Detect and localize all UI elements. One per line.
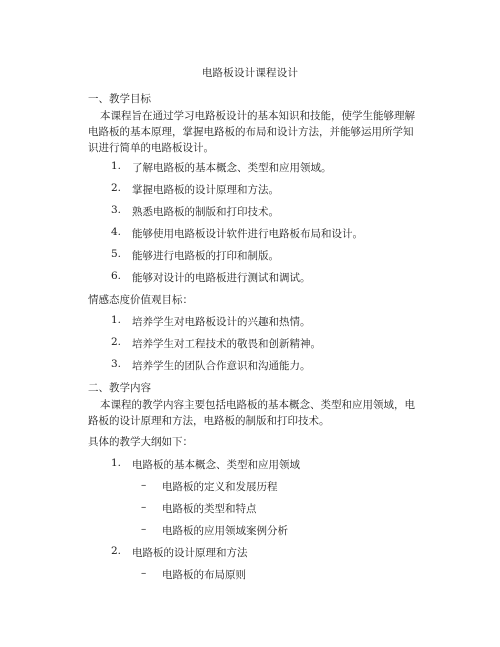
section1-intro: 本课程旨在通过学习电路板设计的基本知识和技能，使学生能够理解电路板的基本原理，掌握电路板的布局和设计方法，并能够运用所学知识进行简单的电路板设计。 [88, 110, 415, 154]
sub-list-text: 电路板的应用领域案例分析 [162, 525, 288, 537]
list-number: 6. [111, 270, 122, 282]
attitude-heading: 情感态度价值观目标： [88, 294, 193, 306]
list-number: 3. [111, 204, 122, 216]
sub-list-text: 电路板的布局原则 [162, 569, 246, 581]
list-number: 2. [111, 182, 122, 194]
list-number: 5. [111, 248, 122, 260]
list-text: 熟悉电路板的制版和打印技术。 [132, 206, 279, 218]
document-title: 电路板设计课程设计 [201, 67, 299, 79]
dash-bullet: – [141, 523, 147, 535]
dash-bullet: – [141, 479, 147, 491]
section1-heading: 一、教学目标 [88, 93, 151, 105]
section2-intro: 本课程的教学内容主要包括电路板的基本概念、类型和应用领域，电路板的设计原理和方法，电路板的制版和打印技术。 [88, 399, 415, 427]
sub-list-text: 电路板的定义和发展历程 [162, 481, 278, 493]
list-number: 1. [111, 160, 122, 172]
list-number: 2. [111, 336, 122, 348]
outline-heading: 具体的教学大纲如下： [88, 436, 193, 448]
list-text: 电路板的基本概念、类型和应用领域 [132, 459, 300, 471]
list-number: 2. [111, 545, 122, 557]
list-number: 3. [111, 358, 122, 370]
dash-bullet: – [141, 501, 147, 513]
list-text: 培养学生对电路板设计的兴趣和热情。 [132, 316, 311, 328]
sub-list-text: 电路板的类型和特点 [162, 503, 257, 515]
dash-bullet: – [141, 567, 147, 579]
list-number: 1. [111, 314, 122, 326]
list-text: 培养学生对工程技术的敬畏和创新精神。 [132, 338, 321, 350]
list-text: 能够使用电路板设计软件进行电路板布局和设计。 [132, 228, 363, 240]
list-text: 能够对设计的电路板进行测试和调试。 [132, 272, 311, 284]
list-text: 能够进行电路板的打印和制版。 [132, 250, 279, 262]
list-text: 掌握电路板的设计原理和方法。 [132, 184, 279, 196]
list-number: 4. [111, 226, 122, 238]
list-number: 1. [111, 457, 122, 469]
list-text: 了解电路板的基本概念、类型和应用领域。 [132, 162, 332, 174]
list-text: 培养学生的团队合作意识和沟通能力。 [132, 360, 311, 372]
section2-heading: 二、教学内容 [88, 382, 151, 394]
list-text: 电路板的设计原理和方法 [132, 547, 248, 559]
